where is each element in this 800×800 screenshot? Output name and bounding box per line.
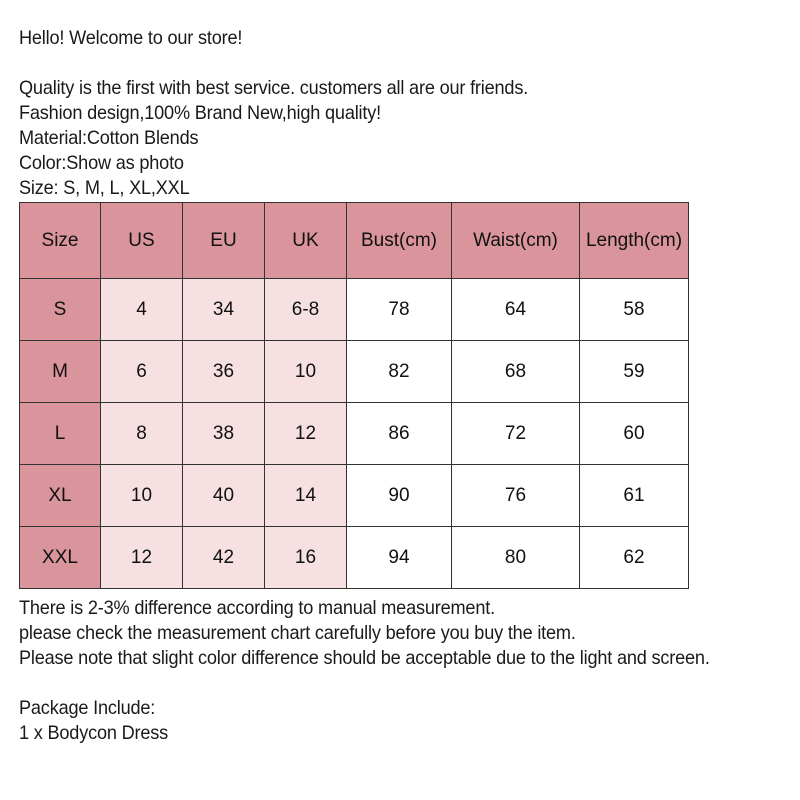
cell-size: S — [20, 279, 101, 341]
cell-eu: 34 — [183, 279, 265, 341]
cell-bust: 94 — [347, 527, 452, 589]
quality-line: Quality is the first with best service. customers all are our friends. — [19, 77, 529, 99]
cell-length: 60 — [580, 403, 689, 465]
cell-uk: 14 — [265, 465, 347, 527]
header-uk: UK — [265, 203, 347, 279]
cell-size: M — [20, 341, 101, 403]
size-line: Size: S, M, L, XL,XXL — [19, 177, 190, 199]
cell-waist: 76 — [452, 465, 580, 527]
cell-bust: 90 — [347, 465, 452, 527]
cell-uk: 16 — [265, 527, 347, 589]
cell-bust: 78 — [347, 279, 452, 341]
cell-uk: 6-8 — [265, 279, 347, 341]
cell-us: 8 — [101, 403, 183, 465]
package-heading: Package Include: — [19, 697, 156, 719]
header-waist: Waist(cm) — [452, 203, 580, 279]
cell-size: XXL — [20, 527, 101, 589]
cell-eu: 38 — [183, 403, 265, 465]
cell-uk: 10 — [265, 341, 347, 403]
color-line: Color:Show as photo — [19, 152, 184, 174]
cell-size: L — [20, 403, 101, 465]
greeting: Hello! Welcome to our store! — [19, 27, 243, 49]
fashion-line: Fashion design,100% Brand New,high quality! — [19, 102, 382, 124]
cell-eu: 36 — [183, 341, 265, 403]
cell-size: XL — [20, 465, 101, 527]
cell-us: 4 — [101, 279, 183, 341]
table-row — [20, 279, 689, 341]
header-bust: Bust(cm) — [347, 203, 452, 279]
cell-eu: 42 — [183, 527, 265, 589]
cell-bust: 86 — [347, 403, 452, 465]
cell-bust: 82 — [347, 341, 452, 403]
header-size: Size — [20, 203, 101, 279]
cell-length: 62 — [580, 527, 689, 589]
cell-length: 59 — [580, 341, 689, 403]
blank-line — [19, 51, 528, 76]
material-line: Material:Cotton Blends — [19, 127, 199, 149]
note-color: Please note that slight color difference should be acceptable due to the light and screen. — [19, 647, 710, 669]
cell-length: 58 — [580, 279, 689, 341]
notes-text — [19, 596, 710, 671]
note-difference: There is 2-3% difference according to manual measurement. — [19, 597, 495, 619]
cell-us: 10 — [101, 465, 183, 527]
table-row — [20, 403, 689, 465]
header-us: US — [101, 203, 183, 279]
table-header-row — [20, 203, 689, 279]
cell-length: 61 — [580, 465, 689, 527]
table-row — [20, 465, 689, 527]
cell-waist: 72 — [452, 403, 580, 465]
cell-waist: 80 — [452, 527, 580, 589]
table-row — [20, 341, 689, 403]
table-row — [20, 527, 689, 589]
cell-us: 6 — [101, 341, 183, 403]
package-item: 1 x Bodycon Dress — [19, 722, 169, 744]
note-check-chart: please check the measurement chart carefully before you buy the item. — [19, 622, 576, 644]
header-length: Length(cm) — [580, 203, 689, 279]
cell-uk: 12 — [265, 403, 347, 465]
intro-text — [19, 26, 528, 201]
cell-us: 12 — [101, 527, 183, 589]
package-text — [19, 696, 168, 746]
cell-eu: 40 — [183, 465, 265, 527]
cell-waist: 68 — [452, 341, 580, 403]
cell-waist: 64 — [452, 279, 580, 341]
header-eu: EU — [183, 203, 265, 279]
size-chart-table — [19, 202, 689, 589]
